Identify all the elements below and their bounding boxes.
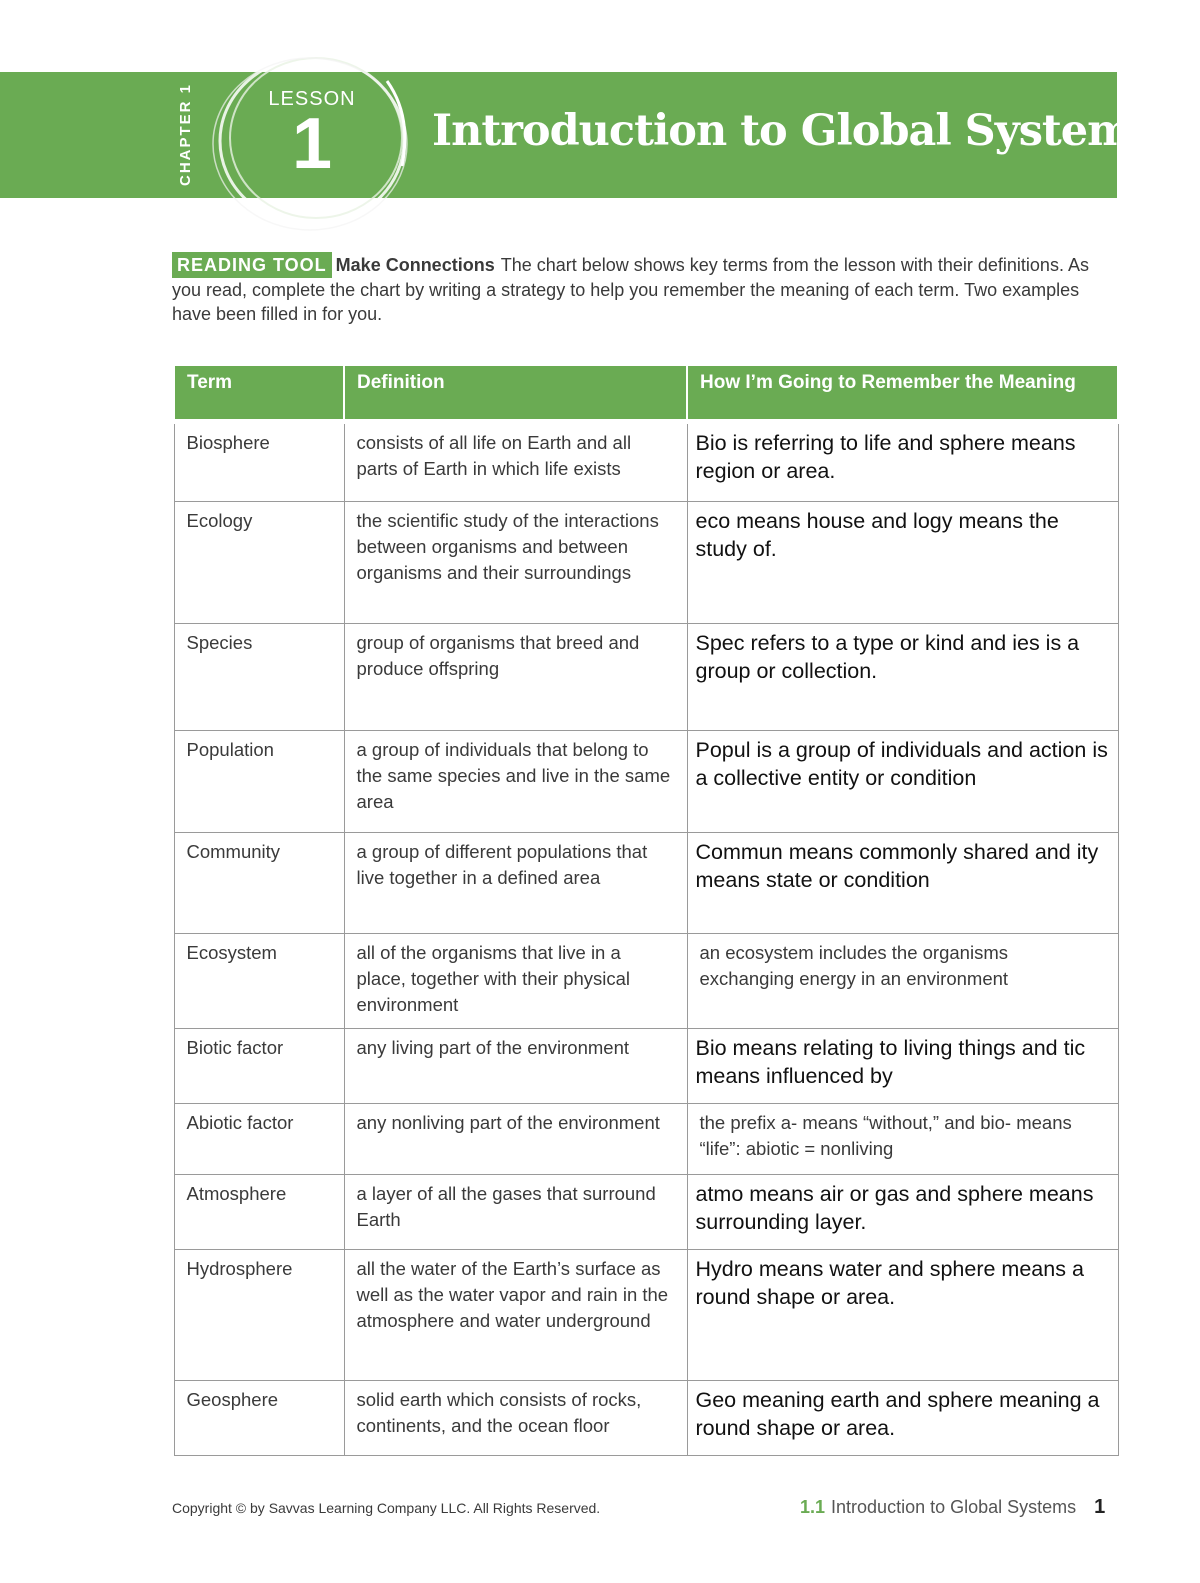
table-row — [174, 501, 1118, 623]
term-cell: Ecosystem — [174, 933, 344, 1028]
remember-cell[interactable]: Spec refers to a type or kind and ies is a group or collection. — [687, 623, 1118, 730]
lesson-label: LESSON — [268, 88, 356, 110]
definition-cell: consists of all life on Earth and all parts of Earth in which life exists — [344, 421, 687, 501]
definition-cell: solid earth which consists of rocks, continents, and the ocean floor — [344, 1380, 687, 1455]
page-title: Introduction to Global Systems — [432, 106, 1155, 156]
reading-tool-tag: READING TOOL — [172, 252, 332, 278]
section-number: 1.1 — [800, 1497, 826, 1517]
header-remember: How I’m Going to Remember the Meaning — [687, 365, 1118, 421]
table-row — [174, 623, 1118, 730]
definition-cell: any nonliving part of the environment — [344, 1103, 687, 1174]
term-cell: Atmosphere — [174, 1174, 344, 1249]
table-row — [174, 1103, 1118, 1174]
header-definition: Definition — [344, 365, 687, 421]
table-row — [174, 1249, 1118, 1380]
term-cell: Community — [174, 832, 344, 933]
definition-cell: group of organisms that breed and produce offspring — [344, 623, 687, 730]
remember-cell[interactable]: Bio means relating to living things and tic means influenced by — [687, 1028, 1118, 1103]
intro-text: The chart below shows key terms from the lesson with their definitions. As you read, complete the chart by writing a strategy to help you remember the meaning of each term. Two examples have been filled in for you. — [172, 255, 1089, 324]
term-cell: Geosphere — [174, 1380, 344, 1455]
chapter-label: CHAPTER 1 — [177, 82, 194, 186]
table-row — [174, 730, 1118, 832]
definition-cell: a group of individuals that belong to the same species and live in the same area — [344, 730, 687, 832]
definition-cell: all the water of the Earth’s surface as well as the water vapor and rain in the atmosphere and water underground — [344, 1249, 687, 1380]
page-footer — [800, 1496, 1120, 1519]
remember-cell[interactable]: eco means house and logy means the study of. — [687, 501, 1118, 623]
lesson-number: 1 — [291, 104, 333, 184]
remember-cell[interactable]: Geo meaning earth and sphere meaning a round shape or area. — [687, 1380, 1118, 1455]
remember-cell[interactable]: Commun means commonly shared and ity means state or condition — [687, 832, 1118, 933]
term-cell: Biosphere — [174, 421, 344, 501]
table-header-row — [174, 365, 1118, 421]
remember-cell[interactable]: Hydro means water and sphere means a round shape or area. — [687, 1249, 1118, 1380]
table-row — [174, 933, 1118, 1028]
reading-tool-intro — [172, 252, 1102, 326]
term-cell: Hydrosphere — [174, 1249, 344, 1380]
header-term: Term — [174, 365, 344, 421]
definition-cell: a group of different populations that live together in a defined area — [344, 832, 687, 933]
page-number: 1 — [1094, 1496, 1106, 1518]
definition-cell: any living part of the environment — [344, 1028, 687, 1103]
remember-cell[interactable]: Popul is a group of individuals and action is a collective entity or condition — [687, 730, 1118, 832]
term-cell: Biotic factor — [174, 1028, 344, 1103]
remember-cell[interactable]: Bio is referring to life and sphere means region or area. — [687, 421, 1118, 501]
table-row — [174, 1028, 1118, 1103]
definition-cell: the scientific study of the interactions between organisms and between organisms and their surroundings — [344, 501, 687, 623]
table-row — [174, 421, 1118, 501]
table-row — [174, 1174, 1118, 1249]
term-cell: Population — [174, 730, 344, 832]
term-cell: Species — [174, 623, 344, 730]
section-title: Introduction to Global Systems — [831, 1497, 1077, 1517]
term-cell: Abiotic factor — [174, 1103, 344, 1174]
intro-lead: Make Connections — [335, 255, 495, 275]
remember-cell: the prefix a- means “without,” and bio- means “life”: abiotic = nonliving — [687, 1103, 1118, 1174]
definition-cell: all of the organisms that live in a place, together with their physical environment — [344, 933, 687, 1028]
table-row — [174, 1380, 1118, 1455]
definition-cell: a layer of all the gases that surround Earth — [344, 1174, 687, 1249]
copyright-notice: Copyright © by Savvas Learning Company LLC. All Rights Reserved. — [172, 1500, 601, 1516]
remember-cell: an ecosystem includes the organisms exchanging energy in an environment — [687, 933, 1118, 1028]
term-cell: Ecology — [174, 501, 344, 623]
table-row — [174, 832, 1118, 933]
remember-cell[interactable]: atmo means air or gas and sphere means surrounding layer. — [687, 1174, 1118, 1249]
vocabulary-table — [173, 364, 1119, 1456]
